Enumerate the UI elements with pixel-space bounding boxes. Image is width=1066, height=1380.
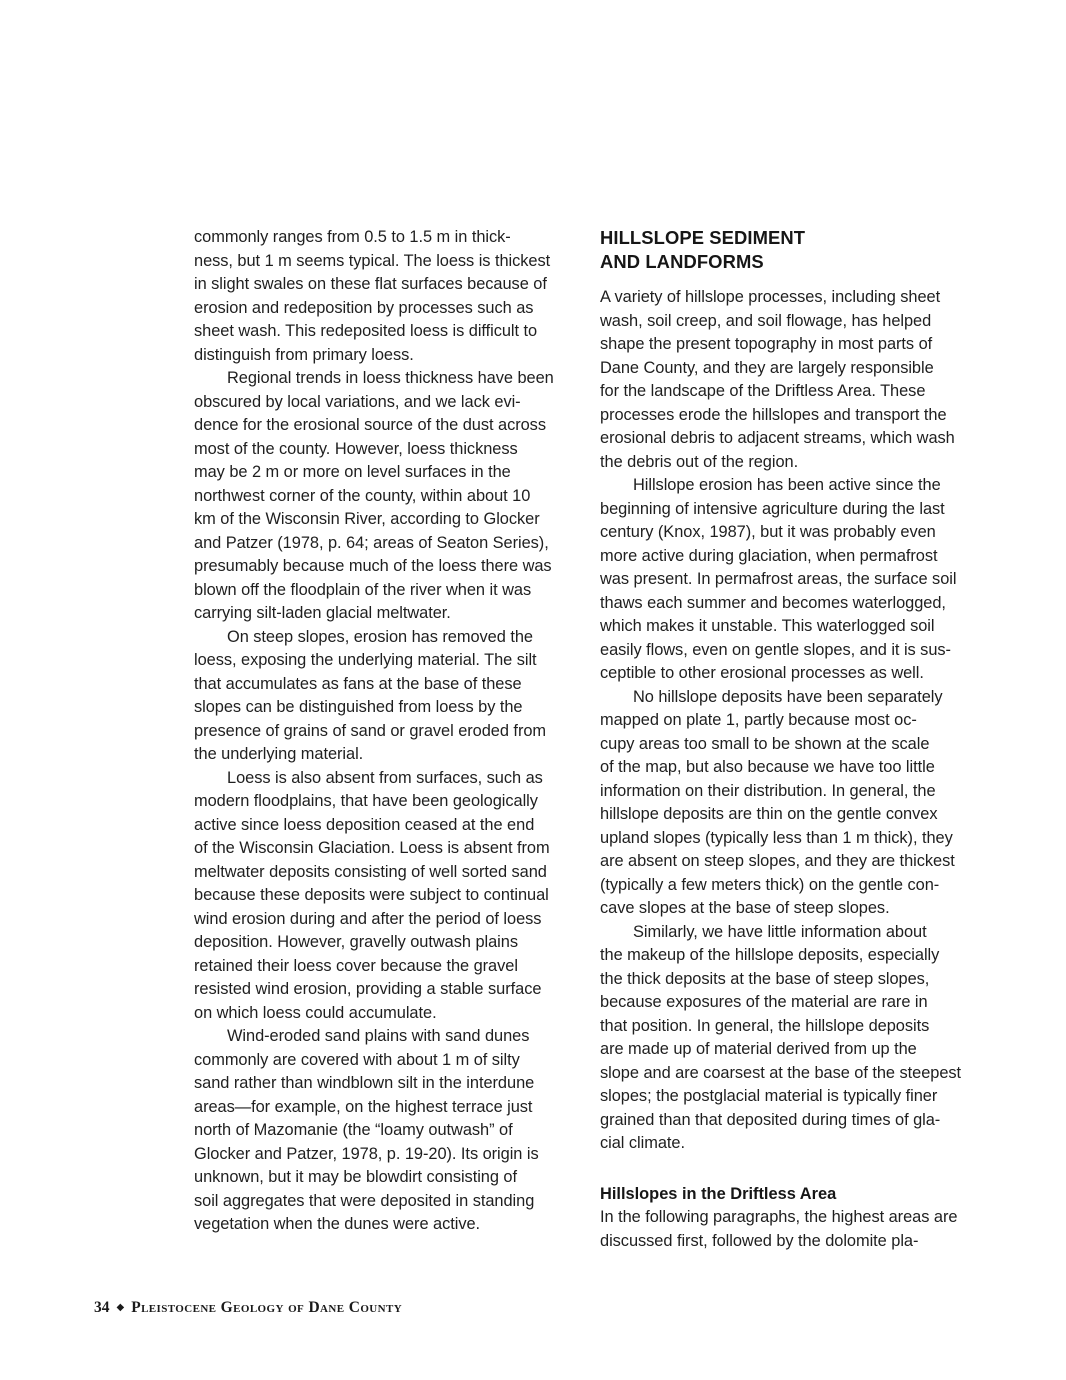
text-line: In the following paragraphs, the highest areas are <box>600 1208 958 1226</box>
text-line: of the map, but also because we have too little <box>600 758 935 776</box>
text-line: in slight swales on these flat surfaces because of <box>194 275 547 293</box>
text-line: (typically a few meters thick) on the gentle con- <box>600 875 940 894</box>
diamond-bullet-icon: ◆ <box>116 1302 125 1313</box>
text-line: obscured by local variations, and we lack evi- <box>194 392 521 411</box>
text-line: more active during glaciation, when permafrost <box>600 546 938 565</box>
text-line: unknown, but it may be blowdirt consisting of <box>194 1168 518 1186</box>
text-line: ness, but 1 m seems typical. The loess is thickest <box>194 251 551 270</box>
text-line: the underlying material. <box>194 745 364 763</box>
text-line: No hillslope deposits have been separately <box>633 687 943 706</box>
text-line: most of the county. However, loess thickness <box>194 439 518 458</box>
text-line: presence of grains of sand or gravel eroded from <box>194 721 547 740</box>
text-line: slope and are coarsest at the base of the steepest <box>600 1063 962 1082</box>
text-line: wash, soil creep, and soil flowage, has helped <box>600 311 932 330</box>
right-column <box>600 226 985 1253</box>
text-line: deposition. However, gravelly outwash plains <box>194 933 518 951</box>
text-line: sand rather than windblown silt in the interdune <box>194 1074 535 1092</box>
text-line: the debris out of the region. <box>600 452 799 471</box>
text-line: the thick deposits at the base of steep slopes, <box>600 969 930 988</box>
text-line: the makeup of the hillslope deposits, especially <box>600 946 940 964</box>
text-line: northwest corner of the county, within about 10 <box>194 486 531 505</box>
text-line: because exposures of the material are rare in <box>600 993 928 1011</box>
text-line: vegetation when the dunes were active. <box>194 1215 481 1233</box>
text-line: Dane County, and they are largely responsible <box>600 358 934 377</box>
text-line: that accumulates as fans at the base of these <box>194 674 522 693</box>
subsection-heading: Hillslopes in the Driftless Area <box>600 1184 837 1203</box>
text-line: discussed first, followed by the dolomite pla- <box>600 1231 919 1250</box>
text-line: Hillslope erosion has been active since the <box>633 476 941 494</box>
text-line: slopes; the postglacial material is typically finer <box>600 1087 938 1105</box>
text-line: Loess is also absent from surfaces, such as <box>227 768 543 787</box>
right-column-text <box>600 286 985 1156</box>
subsection-text <box>600 1206 985 1253</box>
text-line: retained their loess cover because the gravel <box>194 956 518 975</box>
left-column-text <box>194 226 574 1237</box>
text-line: of the Wisconsin Glaciation. Loess is absent from <box>194 839 550 857</box>
text-line: blown off the floodplain of the river when it was <box>194 580 532 599</box>
text-line: A variety of hillslope processes, including sheet <box>600 288 941 306</box>
text-line: cupy areas too small to be shown at the scale <box>600 734 930 753</box>
text-line: sheet wash. This redeposited loess is difficult to <box>194 322 538 340</box>
text-line: meltwater deposits consisting of well sorted sand <box>194 862 547 881</box>
text-line: easily flows, even on gentle slopes, and it is sus- <box>600 640 951 659</box>
text-line: are absent on steep slopes, and they are thickest <box>600 852 955 870</box>
text-line: hillslope deposits are thin on the gentle convex <box>600 805 938 823</box>
text-line: loess, exposing the underlying material. The silt <box>194 651 537 669</box>
text-line: processes erode the hillslopes and transport the <box>600 405 947 424</box>
text-line: soil aggregates that were deposited in standing <box>194 1191 535 1210</box>
text-line: north of Mazomanie (the “loamy outwash” of <box>194 1121 513 1139</box>
text-line: may be 2 m or more on level surfaces in the <box>194 463 511 481</box>
text-line: which makes it unstable. This waterlogged soil <box>600 617 935 635</box>
text-line: presumably because much of the loess there was <box>194 557 552 575</box>
text-line: thaws each summer and becomes waterlogged, <box>600 593 946 612</box>
text-line: Regional trends in loess thickness have been <box>227 369 554 387</box>
section-heading-line-1: HILLSLOPE SEDIMENT <box>600 227 806 248</box>
text-line: on which loess could accumulate. <box>194 1003 437 1022</box>
text-line: are made up of material derived from up the <box>600 1040 917 1058</box>
text-line: slopes can be distinguished from loess by the <box>194 698 523 716</box>
text-line: wind erosion during and after the period of loess <box>194 909 542 928</box>
text-line: modern floodplains, that have been geologically <box>194 792 538 810</box>
text-line: dence for the erosional source of the dust across <box>194 416 546 434</box>
text-line: because these deposits were subject to continual <box>194 886 549 904</box>
text-line: active since loess deposition ceased at the end <box>194 815 535 834</box>
text-line: Glocker and Patzer, 1978, p. 19-20). Its origin is <box>194 1144 539 1163</box>
text-line: and Patzer (1978, p. 64; areas of Seaton Series), <box>194 533 549 552</box>
text-line: mapped on plate 1, partly because most oc- <box>600 711 917 729</box>
text-line: areas—for example, on the highest terrace just <box>194 1097 533 1116</box>
left-column <box>194 226 574 1237</box>
text-line: distinguish from primary loess. <box>194 345 414 364</box>
text-line: commonly are covered with about 1 m of silty <box>194 1050 520 1069</box>
text-line: century (Knox, 1987), but it was probably even <box>600 523 936 541</box>
text-line: grained than that deposited during times of gla- <box>600 1110 941 1129</box>
text-line: erosion and redeposition by processes such as <box>194 298 534 317</box>
text-line: km of the Wisconsin River, according to Glocker <box>194 510 540 528</box>
text-line: erosional debris to adjacent streams, which wash <box>600 429 955 447</box>
text-line: commonly ranges from 0.5 to 1.5 m in thick- <box>194 228 511 246</box>
page-number: 34 <box>94 1299 110 1316</box>
text-line: upland slopes (typically less than 1 m thick), they <box>600 828 953 847</box>
text-line: for the landscape of the Driftless Area. These <box>600 382 926 400</box>
section-heading <box>600 226 985 274</box>
text-line: carrying silt-laden glacial meltwater. <box>194 604 451 622</box>
text-line: beginning of intensive agriculture during the last <box>600 499 945 518</box>
text-line: that position. In general, the hillslope deposits <box>600 1016 930 1035</box>
text-line: information on their distribution. In general, the <box>600 781 936 800</box>
text-line: cial climate. <box>600 1134 685 1152</box>
text-line: was present. In permafrost areas, the surface soil <box>600 570 957 588</box>
page-footer <box>94 1298 402 1320</box>
running-title: Pleistocene Geology of Dane County <box>131 1299 403 1316</box>
text-line: On steep slopes, erosion has removed the <box>227 627 533 646</box>
text-line: resisted wind erosion, providing a stable surface <box>194 980 542 998</box>
section-heading-line-2: AND LANDFORMS <box>600 251 764 272</box>
text-line: shape the present topography in most parts of <box>600 335 933 353</box>
text-line: Wind-eroded sand plains with sand dunes <box>227 1027 530 1045</box>
text-line: cave slopes at the base of steep slopes. <box>600 899 890 917</box>
text-line: ceptible to other erosional processes as well. <box>600 664 924 682</box>
text-line: Similarly, we have little information about <box>633 922 927 941</box>
